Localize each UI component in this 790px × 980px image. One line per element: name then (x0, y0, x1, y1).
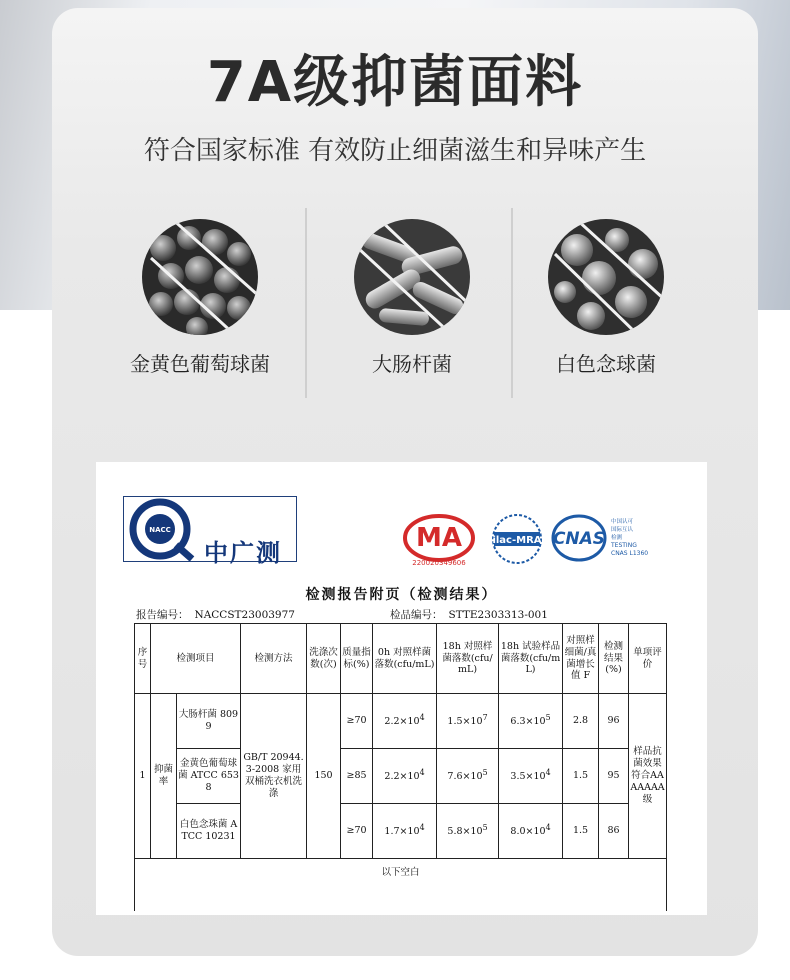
cell-18h-control: $5.8\times 10^5$ (437, 804, 499, 859)
cell-wash-count: 150 (307, 694, 341, 859)
cell-item: 白色念珠菌 ATCC 10231 (177, 804, 241, 859)
svg-text:CNAS L1360: CNAS L1360 (611, 550, 649, 557)
header-method: 检测方法 (241, 624, 307, 694)
sample-number (390, 607, 548, 622)
cell-result: 95 (599, 749, 629, 804)
cell-18h-test: $6.3\times 10^5$ (499, 694, 563, 749)
nacc-logo (123, 496, 297, 567)
divider (305, 208, 307, 398)
ilac-mra-mark (490, 512, 544, 570)
header-growth: 对照样细菌/真菌增长值 F (563, 624, 599, 694)
cell-item: 大肠杆菌 8099 (177, 694, 241, 749)
report-number-value: NACCST23003977 (194, 609, 295, 621)
cell-18h-test: $3.5\times 10^4$ (499, 749, 563, 804)
bacteria-item-candida (516, 218, 696, 377)
cell-growth: 2.8 (563, 694, 599, 749)
cell-quality: ≥85 (341, 749, 373, 804)
cnas-mark (551, 512, 661, 570)
page-subtitle: 符合国家标准 有效防止细菌滋生和异味产生 (143, 136, 647, 166)
header-18h-control: 18h 对照样菌落数(cfu/mL) (437, 624, 499, 694)
cell-result: 86 (599, 804, 629, 859)
cell-category: 抑菌率 (151, 694, 177, 859)
bacteria-label: 白色念球菌 (556, 352, 656, 376)
svg-text:检测: 检测 (611, 535, 623, 541)
nacc-logo-icon (126, 497, 196, 561)
report-number-label: 报告编号： (136, 609, 189, 621)
sample-number-label: 检品编号： (390, 609, 443, 621)
cell-evaluation: 样品抗菌效果符合AAAAAAA级 (629, 694, 667, 859)
footer-note: 以下空白 (135, 859, 667, 911)
cell-result: 96 (599, 694, 629, 749)
cell-18h-control: $1.5\times 10^7$ (437, 694, 499, 749)
cell-0h: $2.2\times 10^4$ (373, 694, 437, 749)
bacteria-item-e-coli (322, 218, 502, 377)
svg-text:TESTING: TESTING (611, 542, 637, 549)
report-number (136, 607, 295, 622)
logo-text: 中广测 (204, 539, 282, 567)
header-18h-test: 18h 试验样品菌落数(cfu/mL) (499, 624, 563, 694)
cma-certification-mark (401, 512, 479, 572)
table-row (135, 694, 667, 749)
bacteria-label: 金黄色葡萄球菌 (130, 352, 270, 376)
cell-growth: 1.5 (563, 749, 599, 804)
divider (511, 208, 513, 398)
header-result: 检测结果(%) (599, 624, 629, 694)
header-evaluation: 单项评价 (629, 624, 667, 694)
table-footer-row (135, 859, 667, 911)
header-item: 检测项目 (151, 624, 241, 694)
svg-text:MA: MA (416, 523, 462, 553)
cell-quality: ≥70 (341, 804, 373, 859)
page-title: 7A级抑菌面料 (206, 50, 584, 115)
test-report (96, 462, 707, 915)
svg-text:ilac-MRA: ilac-MRA (492, 535, 542, 546)
cell-18h-control: $7.6\times 10^5$ (437, 749, 499, 804)
table-row (135, 804, 667, 859)
candida-icon (547, 218, 665, 336)
header-wash: 洗涤次数(次) (307, 624, 341, 694)
bacteria-label: 大肠杆菌 (372, 352, 452, 376)
nacc-badge-text: NACC (149, 526, 171, 534)
cell-item: 金黄色葡萄球菌 ATCC 6538 (177, 749, 241, 804)
svg-text:CNAS: CNAS (552, 529, 606, 549)
report-title: 检测报告附页（检测结果） (305, 587, 498, 603)
bacteria-item-staphylococcus (110, 218, 290, 377)
cell-growth: 1.5 (563, 804, 599, 859)
cell-seq: 1 (135, 694, 151, 859)
sample-number-value: STTE2303313-001 (448, 609, 548, 621)
header-quality: 质量指标(%) (341, 624, 373, 694)
table-header-row (135, 624, 667, 694)
table-row (135, 749, 667, 804)
svg-text:中国认可: 中国认可 (611, 519, 634, 525)
results-table (134, 623, 667, 911)
cma-number: 220020349606 (412, 559, 466, 567)
cell-quality: ≥70 (341, 694, 373, 749)
e-coli-icon (353, 218, 471, 336)
header-seq: 序号 (135, 624, 151, 694)
cell-0h: $2.2\times 10^4$ (373, 749, 437, 804)
header-0h: 0h 对照样菌落数(cfu/mL) (373, 624, 437, 694)
svg-text:国际互认: 国际互认 (611, 527, 634, 533)
cell-18h-test: $8.0\times 10^4$ (499, 804, 563, 859)
cell-method: GB/T 20944.3-2008 家用双桶洗衣机洗涤 (241, 694, 307, 859)
staphylococcus-icon (141, 218, 259, 336)
cell-0h: $1.7\times 10^4$ (373, 804, 437, 859)
